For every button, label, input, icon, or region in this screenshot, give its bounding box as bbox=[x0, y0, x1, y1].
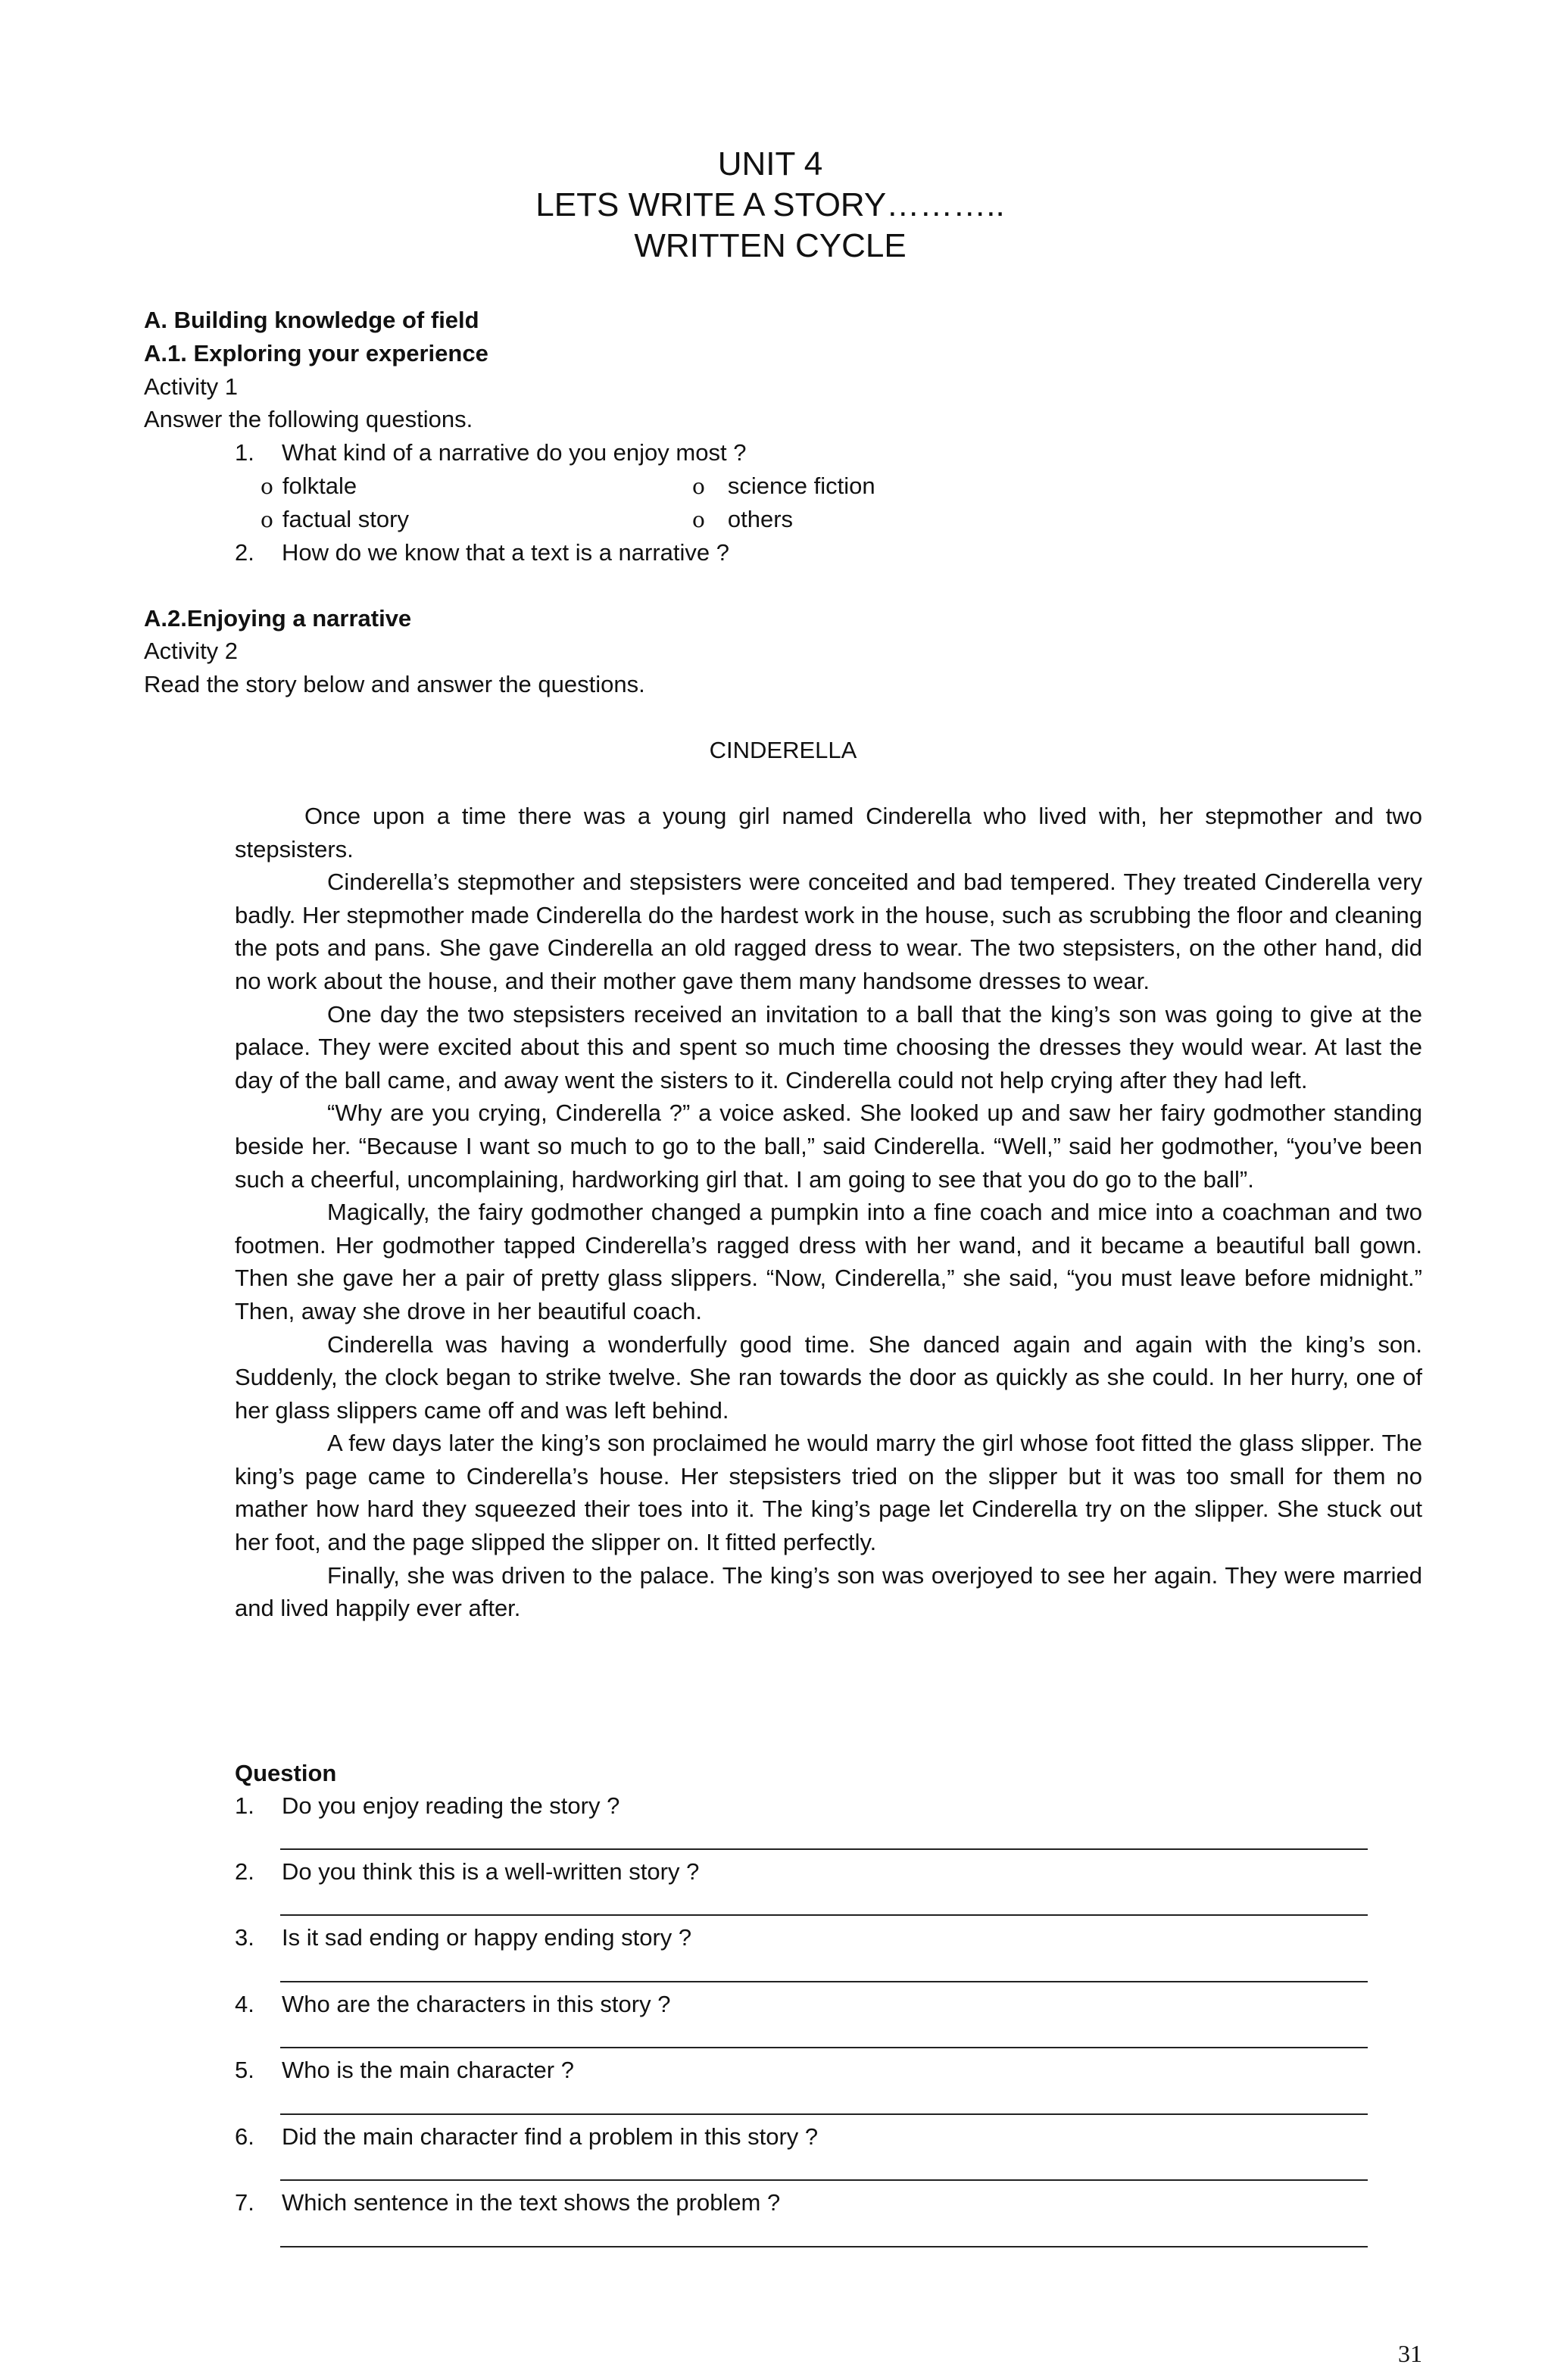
unit-number: UNIT 4 bbox=[717, 145, 823, 182]
option-science-fiction: o science fiction bbox=[692, 473, 875, 499]
bullet-icon: o bbox=[261, 474, 273, 499]
question-number: 2. bbox=[235, 539, 254, 566]
page-subtitle: WRITTEN CYCLE bbox=[634, 227, 907, 264]
option-folktale: o folktale bbox=[261, 473, 357, 499]
bullet-icon: o bbox=[261, 507, 273, 532]
story-paragraph: “Why are you crying, Cinderella ?” a voice asked. She looked up and saw her fairy godmother standing beside her. “Because I want so much to go to the ball,” said Cinderella. “Well,” said her godmother, “you’ve been such a cheerful, uncomplaining, hardworking girl that. I am going to see that you do go to the ball”. bbox=[235, 1100, 1422, 1193]
option-factual-story: o factual story bbox=[261, 506, 409, 532]
question-item: 2. Do you think this is a well-written story ? bbox=[235, 1858, 700, 1885]
story-paragraph: A few days later the king’s son proclaimed he would marry the girl whose foot fitted the glass slipper. The king’s page came to Cinderella’s house. Her stepsisters tried on the slipper but it was too small for them no mather how hard they squeezed their toes into it. The king’s page let Cinderella try on the slipper. She stuck out her foot, and the page slipped the slipper on. It fitted perfectly. bbox=[235, 1430, 1422, 1556]
question-number: 1. bbox=[235, 439, 254, 466]
question-item: 6. Did the main character find a problem in this story ? bbox=[235, 2123, 819, 2150]
questions-heading: Question bbox=[235, 1760, 337, 1786]
section-heading: A. Building knowledge of field bbox=[144, 307, 479, 333]
answer-line[interactable] bbox=[280, 1848, 1368, 1850]
instruction-text: Read the story below and answer the questions. bbox=[144, 671, 645, 697]
story-paragraph: One day the two stepsisters received an invitation to a ball that the king’s son was going to give at the palace. They were excited about this and spent so much time choosing the dresses they would wear. At last the day of the ball came, and away went the sisters to it. Cinderella could not help crying after they had left. bbox=[235, 1000, 1422, 1093]
question-item: 3. Is it sad ending or happy ending story ? bbox=[235, 1924, 692, 1951]
option-others: o others bbox=[692, 506, 794, 532]
question-item: 5. Who is the main character ? bbox=[235, 2057, 574, 2083]
page-number: 31 bbox=[1398, 2340, 1422, 2367]
question-text: What kind of a narrative do you enjoy most ? bbox=[282, 439, 747, 466]
story-paragraph: Once upon a time there was a young girl named Cinderella who lived with, her stepmother and two stepsisters. bbox=[235, 803, 1422, 862]
subsection-heading: A.1. Exploring your experience bbox=[144, 340, 488, 367]
activity-label: Activity 1 bbox=[144, 373, 239, 400]
activity-label: Activity 2 bbox=[144, 638, 239, 664]
bullet-icon: o bbox=[692, 474, 705, 499]
answer-line[interactable] bbox=[280, 2179, 1368, 2181]
story-paragraph: Cinderella was having a wonderfully good time. She danced again and again with the king’s son. Suddenly, the clock began to strike twelve. She ran towards the door as quickly as she could. In her hurry, one of her glass slippers came off and was left behind. bbox=[235, 1330, 1422, 1424]
answer-line[interactable] bbox=[280, 1914, 1368, 1916]
story-title: CINDERELLA bbox=[709, 737, 857, 763]
story-paragraph: Magically, the fairy godmother changed a pumpkin into a fine coach and mice into a coachman and two footmen. Her godmother tapped Cinderella’s ragged dress with her wand, and it became a beautiful ball gown. Then she gave her a pair of pretty glass slippers. “Now, Cinderella,” she said, “you must leave before midnight.” Then, away she drove in her beautiful coach. bbox=[235, 1199, 1422, 1324]
story-paragraph: Cinderella’s stepmother and stepsisters were conceited and bad tempered. They treated Cinderella very badly. Her stepmother made Cinderella do the hardest work in the house, such as scrubbing the floor and cleaning the pots and pans. She gave Cinderella an old ragged dress to wear. The two stepsisters, on the other hand, did no work about the house, and their mother gave them many handsome dresses to wear. bbox=[235, 869, 1422, 994]
answer-line[interactable] bbox=[280, 2246, 1368, 2247]
question-item: 4. Who are the characters in this story ? bbox=[235, 1991, 671, 2017]
answer-line[interactable] bbox=[280, 2047, 1368, 2048]
question-item: 1. Do you enjoy reading the story ? bbox=[235, 1792, 620, 1819]
question-item: 7. Which sentence in the text shows the problem ? bbox=[235, 2189, 781, 2216]
bullet-icon: o bbox=[692, 507, 705, 532]
story-paragraph: Finally, she was driven to the palace. The king’s son was overjoyed to see her again. They were married and lived happily ever after. bbox=[235, 1561, 1422, 1622]
question-text: How do we know that a text is a narrative ? bbox=[282, 539, 730, 566]
subsection-heading: A.2.Enjoying a narrative bbox=[144, 605, 412, 632]
instruction-text: Answer the following questions. bbox=[144, 406, 473, 432]
page-title: LETS WRITE A STORY……….. bbox=[535, 186, 1005, 223]
story-body bbox=[235, 800, 1422, 1625]
answer-line[interactable] bbox=[280, 1981, 1368, 1982]
answer-line[interactable] bbox=[280, 2113, 1368, 2115]
